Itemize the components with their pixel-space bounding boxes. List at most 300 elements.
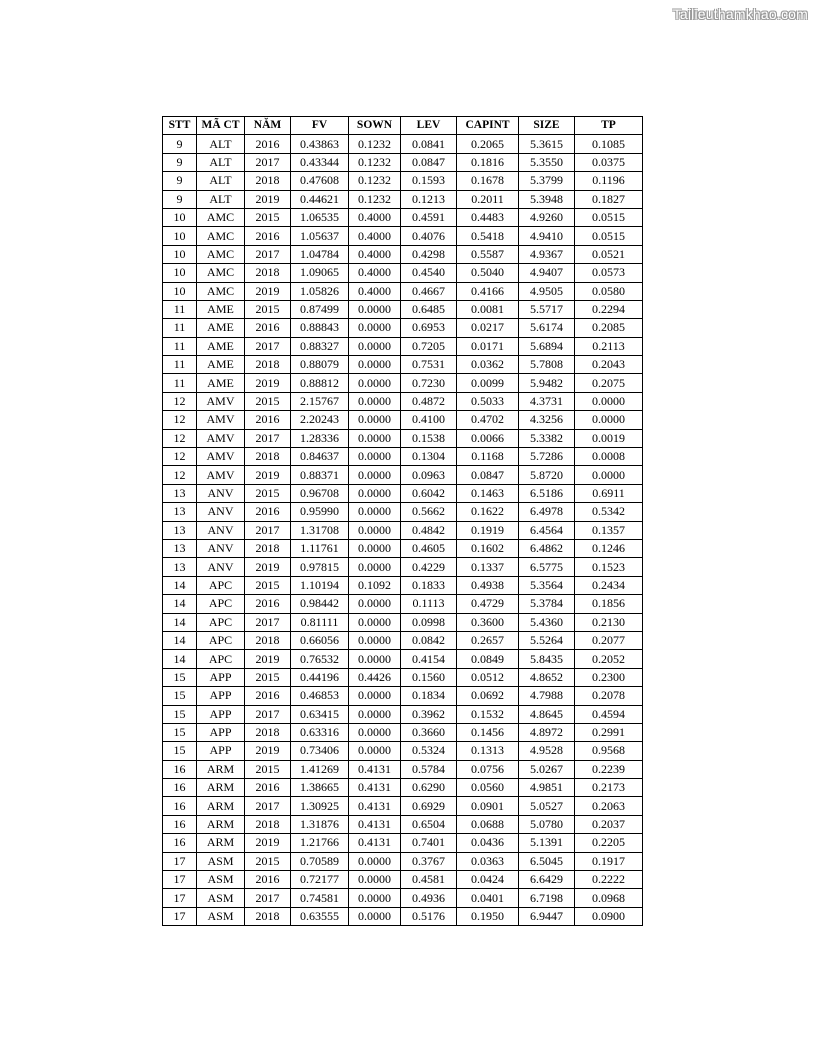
table-cell-tp: 0.0000	[575, 392, 643, 410]
table-cell-capint: 0.0849	[457, 650, 519, 668]
table-cell-ma-ct: ANV	[197, 539, 245, 557]
table-cell-nam: 2017	[245, 613, 291, 631]
table-cell-nam: 2018	[245, 631, 291, 649]
table-cell-capint: 0.1532	[457, 705, 519, 723]
table-cell-ma-ct: ARM	[197, 760, 245, 778]
table-cell-stt: 17	[163, 889, 197, 907]
table-cell-capint: 0.2065	[457, 135, 519, 153]
table-cell-size: 5.8720	[519, 466, 575, 484]
table-cell-lev: 0.4298	[401, 245, 457, 263]
table-cell-capint: 0.0512	[457, 668, 519, 686]
table-cell-ma-ct: ALT	[197, 135, 245, 153]
table-cell-tp: 0.9568	[575, 742, 643, 760]
table-cell-size: 5.3564	[519, 576, 575, 594]
table-cell-fv: 0.44196	[291, 668, 349, 686]
table-cell-lev: 0.4540	[401, 264, 457, 282]
table-cell-size: 5.3948	[519, 190, 575, 208]
table-row	[163, 742, 643, 760]
table-row	[163, 797, 643, 815]
table-cell-size: 5.4360	[519, 613, 575, 631]
table-cell-fv: 0.43863	[291, 135, 349, 153]
table-cell-sown: 0.4131	[349, 797, 401, 815]
data-table	[162, 116, 643, 926]
table-cell-sown: 0.0000	[349, 374, 401, 392]
table-cell-stt: 13	[163, 484, 197, 502]
table-cell-tp: 0.0900	[575, 907, 643, 925]
table-cell-sown: 0.1232	[349, 172, 401, 190]
table-cell-fv: 0.76532	[291, 650, 349, 668]
table-cell-nam: 2018	[245, 356, 291, 374]
table-cell-size: 6.7198	[519, 889, 575, 907]
table-cell-lev: 0.4581	[401, 871, 457, 889]
table-cell-ma-ct: APP	[197, 705, 245, 723]
table-cell-tp: 0.1085	[575, 135, 643, 153]
table-cell-size: 4.8652	[519, 668, 575, 686]
table-cell-capint: 0.4483	[457, 208, 519, 226]
table-cell-nam: 2018	[245, 723, 291, 741]
table-cell-capint: 0.1463	[457, 484, 519, 502]
table-row	[163, 871, 643, 889]
table-cell-ma-ct: ASM	[197, 907, 245, 925]
table-cell-stt: 16	[163, 834, 197, 852]
table-cell-fv: 0.70589	[291, 852, 349, 870]
table-cell-ma-ct: AMV	[197, 466, 245, 484]
table-cell-sown: 0.4131	[349, 779, 401, 797]
table-cell-stt: 15	[163, 687, 197, 705]
table-cell-ma-ct: ASM	[197, 889, 245, 907]
table-cell-capint: 0.4166	[457, 282, 519, 300]
table-cell-stt: 9	[163, 135, 197, 153]
table-row	[163, 374, 643, 392]
column-header-stt: STT	[163, 117, 197, 135]
table-row	[163, 779, 643, 797]
table-cell-lev: 0.0998	[401, 613, 457, 631]
table-cell-size: 4.8645	[519, 705, 575, 723]
table-cell-nam: 2018	[245, 172, 291, 190]
table-cell-capint: 0.1456	[457, 723, 519, 741]
table-cell-ma-ct: APP	[197, 668, 245, 686]
table-cell-tp: 0.2078	[575, 687, 643, 705]
table-cell-lev: 0.4667	[401, 282, 457, 300]
table-cell-nam: 2018	[245, 448, 291, 466]
table-cell-fv: 0.88327	[291, 337, 349, 355]
table-cell-nam: 2018	[245, 907, 291, 925]
table-cell-ma-ct: APP	[197, 723, 245, 741]
table-cell-sown: 0.0000	[349, 889, 401, 907]
table-cell-size: 4.9851	[519, 779, 575, 797]
table-cell-capint: 0.1919	[457, 521, 519, 539]
table-cell-stt: 12	[163, 429, 197, 447]
table-cell-capint: 0.1337	[457, 558, 519, 576]
table-cell-nam: 2017	[245, 429, 291, 447]
table-cell-tp: 0.0375	[575, 153, 643, 171]
table-cell-ma-ct: AMC	[197, 227, 245, 245]
table-cell-ma-ct: ARM	[197, 797, 245, 815]
table-cell-size: 5.3784	[519, 595, 575, 613]
table-row	[163, 411, 643, 429]
table-cell-nam: 2015	[245, 760, 291, 778]
table-cell-size: 6.5045	[519, 852, 575, 870]
table-cell-ma-ct: ASM	[197, 871, 245, 889]
table-row	[163, 172, 643, 190]
table-cell-ma-ct: ANV	[197, 503, 245, 521]
table-cell-fv: 0.47608	[291, 172, 349, 190]
table-cell-capint: 0.1313	[457, 742, 519, 760]
table-cell-lev: 0.4872	[401, 392, 457, 410]
table-cell-sown: 0.0000	[349, 429, 401, 447]
table-cell-fv: 2.15767	[291, 392, 349, 410]
table-cell-nam: 2016	[245, 503, 291, 521]
table-row	[163, 631, 643, 649]
table-cell-nam: 2019	[245, 282, 291, 300]
table-cell-nam: 2016	[245, 871, 291, 889]
table-cell-ma-ct: ANV	[197, 484, 245, 502]
table-cell-tp: 0.2173	[575, 779, 643, 797]
header-row	[163, 117, 643, 135]
table-cell-fv: 1.31876	[291, 815, 349, 833]
table-cell-size: 5.9482	[519, 374, 575, 392]
table-cell-nam: 2015	[245, 484, 291, 502]
table-cell-nam: 2015	[245, 300, 291, 318]
table-cell-capint: 0.0171	[457, 337, 519, 355]
table-cell-tp: 0.2222	[575, 871, 643, 889]
table-cell-size: 5.7808	[519, 356, 575, 374]
table-cell-tp: 0.0573	[575, 264, 643, 282]
table-cell-lev: 0.5176	[401, 907, 457, 925]
table-cell-lev: 0.4229	[401, 558, 457, 576]
table-cell-fv: 0.72177	[291, 871, 349, 889]
table-cell-stt: 12	[163, 466, 197, 484]
table-cell-nam: 2016	[245, 319, 291, 337]
column-header-tp: TP	[575, 117, 643, 135]
table-cell-fv: 0.73406	[291, 742, 349, 760]
table-cell-tp: 0.0008	[575, 448, 643, 466]
table-row	[163, 466, 643, 484]
table-cell-stt: 12	[163, 448, 197, 466]
table-cell-ma-ct: AMC	[197, 282, 245, 300]
table-cell-capint: 0.4702	[457, 411, 519, 429]
table-cell-size: 6.5186	[519, 484, 575, 502]
table-cell-capint: 0.0217	[457, 319, 519, 337]
table-cell-stt: 16	[163, 815, 197, 833]
table-cell-tp: 0.0019	[575, 429, 643, 447]
table-cell-tp: 0.2300	[575, 668, 643, 686]
table-cell-lev: 0.4591	[401, 208, 457, 226]
table-cell-ma-ct: AMC	[197, 208, 245, 226]
table-cell-size: 5.3382	[519, 429, 575, 447]
table-cell-sown: 0.0000	[349, 650, 401, 668]
table-cell-lev: 0.1834	[401, 687, 457, 705]
table-cell-tp: 0.2063	[575, 797, 643, 815]
table-cell-nam: 2019	[245, 466, 291, 484]
table-cell-sown: 0.4000	[349, 208, 401, 226]
table-cell-size: 5.6894	[519, 337, 575, 355]
table-cell-lev: 0.6929	[401, 797, 457, 815]
table-cell-fv: 0.46853	[291, 687, 349, 705]
table-cell-ma-ct: APC	[197, 613, 245, 631]
table-cell-fv: 1.06535	[291, 208, 349, 226]
table-cell-tp: 0.2075	[575, 374, 643, 392]
table-cell-size: 6.6429	[519, 871, 575, 889]
table-cell-fv: 0.43344	[291, 153, 349, 171]
table-cell-capint: 0.2657	[457, 631, 519, 649]
table-cell-nam: 2015	[245, 852, 291, 870]
table-row	[163, 907, 643, 925]
table-cell-size: 4.3731	[519, 392, 575, 410]
table-cell-sown: 0.4000	[349, 282, 401, 300]
table-cell-lev: 0.1113	[401, 595, 457, 613]
table-row	[163, 392, 643, 410]
table-cell-fv: 1.11761	[291, 539, 349, 557]
table-row	[163, 337, 643, 355]
table-row	[163, 705, 643, 723]
table-cell-stt: 9	[163, 172, 197, 190]
column-header-lev: LEV	[401, 117, 457, 135]
table-cell-lev: 0.6953	[401, 319, 457, 337]
table-cell-fv: 1.38665	[291, 779, 349, 797]
table-cell-stt: 9	[163, 190, 197, 208]
table-cell-stt: 11	[163, 300, 197, 318]
table-cell-size: 4.9528	[519, 742, 575, 760]
table-cell-ma-ct: AMV	[197, 392, 245, 410]
table-cell-lev: 0.1213	[401, 190, 457, 208]
table-row	[163, 264, 643, 282]
table-cell-stt: 17	[163, 907, 197, 925]
table-cell-sown: 0.4000	[349, 264, 401, 282]
table-cell-size: 4.9410	[519, 227, 575, 245]
table-cell-stt: 13	[163, 521, 197, 539]
table-cell-nam: 2017	[245, 521, 291, 539]
table-cell-lev: 0.1833	[401, 576, 457, 594]
table-cell-ma-ct: APC	[197, 595, 245, 613]
table-cell-fv: 1.41269	[291, 760, 349, 778]
table-cell-size: 4.8972	[519, 723, 575, 741]
table-cell-tp: 0.0521	[575, 245, 643, 263]
table-row	[163, 190, 643, 208]
table-cell-fv: 0.87499	[291, 300, 349, 318]
table-cell-nam: 2015	[245, 392, 291, 410]
table-cell-sown: 0.0000	[349, 300, 401, 318]
table-cell-size: 5.3550	[519, 153, 575, 171]
table-cell-size: 5.1391	[519, 834, 575, 852]
table-cell-capint: 0.5587	[457, 245, 519, 263]
table-cell-size: 5.7286	[519, 448, 575, 466]
table-cell-capint: 0.5040	[457, 264, 519, 282]
table-cell-tp: 0.2085	[575, 319, 643, 337]
table-cell-tp: 0.0000	[575, 411, 643, 429]
table-cell-sown: 0.0000	[349, 852, 401, 870]
table-row	[163, 723, 643, 741]
table-cell-capint: 0.0401	[457, 889, 519, 907]
table-cell-sown: 0.0000	[349, 871, 401, 889]
table-cell-fv: 0.63415	[291, 705, 349, 723]
table-cell-size: 6.9447	[519, 907, 575, 925]
table-cell-nam: 2015	[245, 668, 291, 686]
table-cell-lev: 0.0841	[401, 135, 457, 153]
table-cell-lev: 0.4605	[401, 539, 457, 557]
table-cell-ma-ct: ANV	[197, 521, 245, 539]
table-cell-lev: 0.1538	[401, 429, 457, 447]
table-cell-lev: 0.3962	[401, 705, 457, 723]
table-row	[163, 135, 643, 153]
table-cell-nam: 2016	[245, 227, 291, 245]
table-cell-stt: 11	[163, 374, 197, 392]
table-cell-ma-ct: AMV	[197, 448, 245, 466]
table-cell-lev: 0.1593	[401, 172, 457, 190]
table-cell-tp: 0.5342	[575, 503, 643, 521]
table-cell-fv: 0.74581	[291, 889, 349, 907]
table-row	[163, 282, 643, 300]
table-cell-sown: 0.0000	[349, 411, 401, 429]
table-row	[163, 668, 643, 686]
table-cell-stt: 14	[163, 576, 197, 594]
table-cell-nam: 2017	[245, 797, 291, 815]
table-cell-sown: 0.1232	[349, 153, 401, 171]
table-cell-nam: 2018	[245, 264, 291, 282]
table-cell-nam: 2016	[245, 411, 291, 429]
table-row	[163, 650, 643, 668]
table-cell-fv: 0.88812	[291, 374, 349, 392]
table-cell-capint: 0.0756	[457, 760, 519, 778]
table-cell-stt: 14	[163, 613, 197, 631]
table-cell-nam: 2015	[245, 576, 291, 594]
table-cell-capint: 0.0066	[457, 429, 519, 447]
table-cell-sown: 0.0000	[349, 484, 401, 502]
table-cell-tp: 0.2113	[575, 337, 643, 355]
table-cell-capint: 0.0424	[457, 871, 519, 889]
table-row	[163, 429, 643, 447]
table-cell-tp: 0.1917	[575, 852, 643, 870]
table-cell-tp: 0.4594	[575, 705, 643, 723]
table-cell-sown: 0.0000	[349, 448, 401, 466]
table-row	[163, 153, 643, 171]
table-cell-stt: 15	[163, 668, 197, 686]
table-cell-lev: 0.0963	[401, 466, 457, 484]
table-cell-nam: 2016	[245, 135, 291, 153]
table-cell-size: 5.6174	[519, 319, 575, 337]
table-cell-sown: 0.0000	[349, 319, 401, 337]
table-cell-fv: 0.63316	[291, 723, 349, 741]
table-row	[163, 208, 643, 226]
table-cell-nam: 2017	[245, 153, 291, 171]
table-cell-stt: 13	[163, 503, 197, 521]
table-cell-size: 6.4862	[519, 539, 575, 557]
table-cell-fv: 0.84637	[291, 448, 349, 466]
table-cell-size: 4.9367	[519, 245, 575, 263]
table-cell-ma-ct: APP	[197, 687, 245, 705]
table-cell-capint: 0.1168	[457, 448, 519, 466]
table-cell-fv: 0.44621	[291, 190, 349, 208]
table-row	[163, 484, 643, 502]
table-cell-fv: 1.30925	[291, 797, 349, 815]
table-cell-lev: 0.7205	[401, 337, 457, 355]
table-cell-ma-ct: ARM	[197, 815, 245, 833]
table-cell-ma-ct: ARM	[197, 834, 245, 852]
table-cell-capint: 0.3600	[457, 613, 519, 631]
table-cell-capint: 0.0901	[457, 797, 519, 815]
table-cell-capint: 0.0692	[457, 687, 519, 705]
table-cell-fv: 0.66056	[291, 631, 349, 649]
table-cell-ma-ct: AME	[197, 319, 245, 337]
table-row	[163, 558, 643, 576]
table-cell-sown: 0.4131	[349, 834, 401, 852]
table-cell-lev: 0.4076	[401, 227, 457, 245]
table-cell-lev: 0.4936	[401, 889, 457, 907]
table-cell-ma-ct: ASM	[197, 852, 245, 870]
table-cell-capint: 0.0099	[457, 374, 519, 392]
table-cell-stt: 15	[163, 723, 197, 741]
table-cell-fv: 2.20243	[291, 411, 349, 429]
table-cell-stt: 10	[163, 282, 197, 300]
table-cell-ma-ct: AMV	[197, 429, 245, 447]
table-cell-lev: 0.4842	[401, 521, 457, 539]
column-header-ma-ct: MÃ CT	[197, 117, 245, 135]
table-cell-stt: 16	[163, 797, 197, 815]
table-cell-fv: 0.81111	[291, 613, 349, 631]
table-cell-capint: 0.1602	[457, 539, 519, 557]
table-row	[163, 687, 643, 705]
table-cell-tp: 0.2077	[575, 631, 643, 649]
column-header-sown: SOWN	[349, 117, 401, 135]
column-header-capint: CAPINT	[457, 117, 519, 135]
table-cell-capint: 0.0847	[457, 466, 519, 484]
table-cell-lev: 0.3660	[401, 723, 457, 741]
table-header	[163, 117, 643, 135]
table-cell-lev: 0.7531	[401, 356, 457, 374]
table-cell-sown: 0.0000	[349, 466, 401, 484]
table-cell-tp: 0.2130	[575, 613, 643, 631]
table-cell-fv: 0.98442	[291, 595, 349, 613]
table-row	[163, 503, 643, 521]
table-cell-tp: 0.1827	[575, 190, 643, 208]
table-cell-lev: 0.6290	[401, 779, 457, 797]
table-cell-stt: 14	[163, 631, 197, 649]
table-cell-tp: 0.1357	[575, 521, 643, 539]
table-cell-size: 6.5775	[519, 558, 575, 576]
table-cell-sown: 0.0000	[349, 392, 401, 410]
table-cell-ma-ct: AME	[197, 356, 245, 374]
table-cell-nam: 2019	[245, 374, 291, 392]
table-cell-sown: 0.0000	[349, 613, 401, 631]
table-cell-stt: 10	[163, 264, 197, 282]
table-cell-sown: 0.4426	[349, 668, 401, 686]
table-cell-sown: 0.0000	[349, 705, 401, 723]
table-cell-stt: 11	[163, 356, 197, 374]
table-cell-stt: 10	[163, 245, 197, 263]
table-cell-ma-ct: APC	[197, 650, 245, 668]
table-cell-lev: 0.5784	[401, 760, 457, 778]
table-cell-lev: 0.3767	[401, 852, 457, 870]
table-cell-sown: 0.0000	[349, 595, 401, 613]
table-cell-capint: 0.0081	[457, 300, 519, 318]
table-cell-lev: 0.4154	[401, 650, 457, 668]
table-cell-sown: 0.4131	[349, 760, 401, 778]
table-cell-fv: 1.05826	[291, 282, 349, 300]
table-cell-ma-ct: AMC	[197, 264, 245, 282]
table-cell-ma-ct: AME	[197, 300, 245, 318]
table-cell-capint: 0.1950	[457, 907, 519, 925]
table-cell-nam: 2017	[245, 337, 291, 355]
table-cell-sown: 0.0000	[349, 337, 401, 355]
table-cell-tp: 0.2294	[575, 300, 643, 318]
table-cell-tp: 0.1196	[575, 172, 643, 190]
table-cell-nam: 2017	[245, 889, 291, 907]
table-cell-size: 4.3256	[519, 411, 575, 429]
table-cell-fv: 1.05637	[291, 227, 349, 245]
table-cell-sown: 0.0000	[349, 503, 401, 521]
table-cell-tp: 0.2043	[575, 356, 643, 374]
watermark: Tailieuthamkhao.com	[672, 6, 808, 22]
